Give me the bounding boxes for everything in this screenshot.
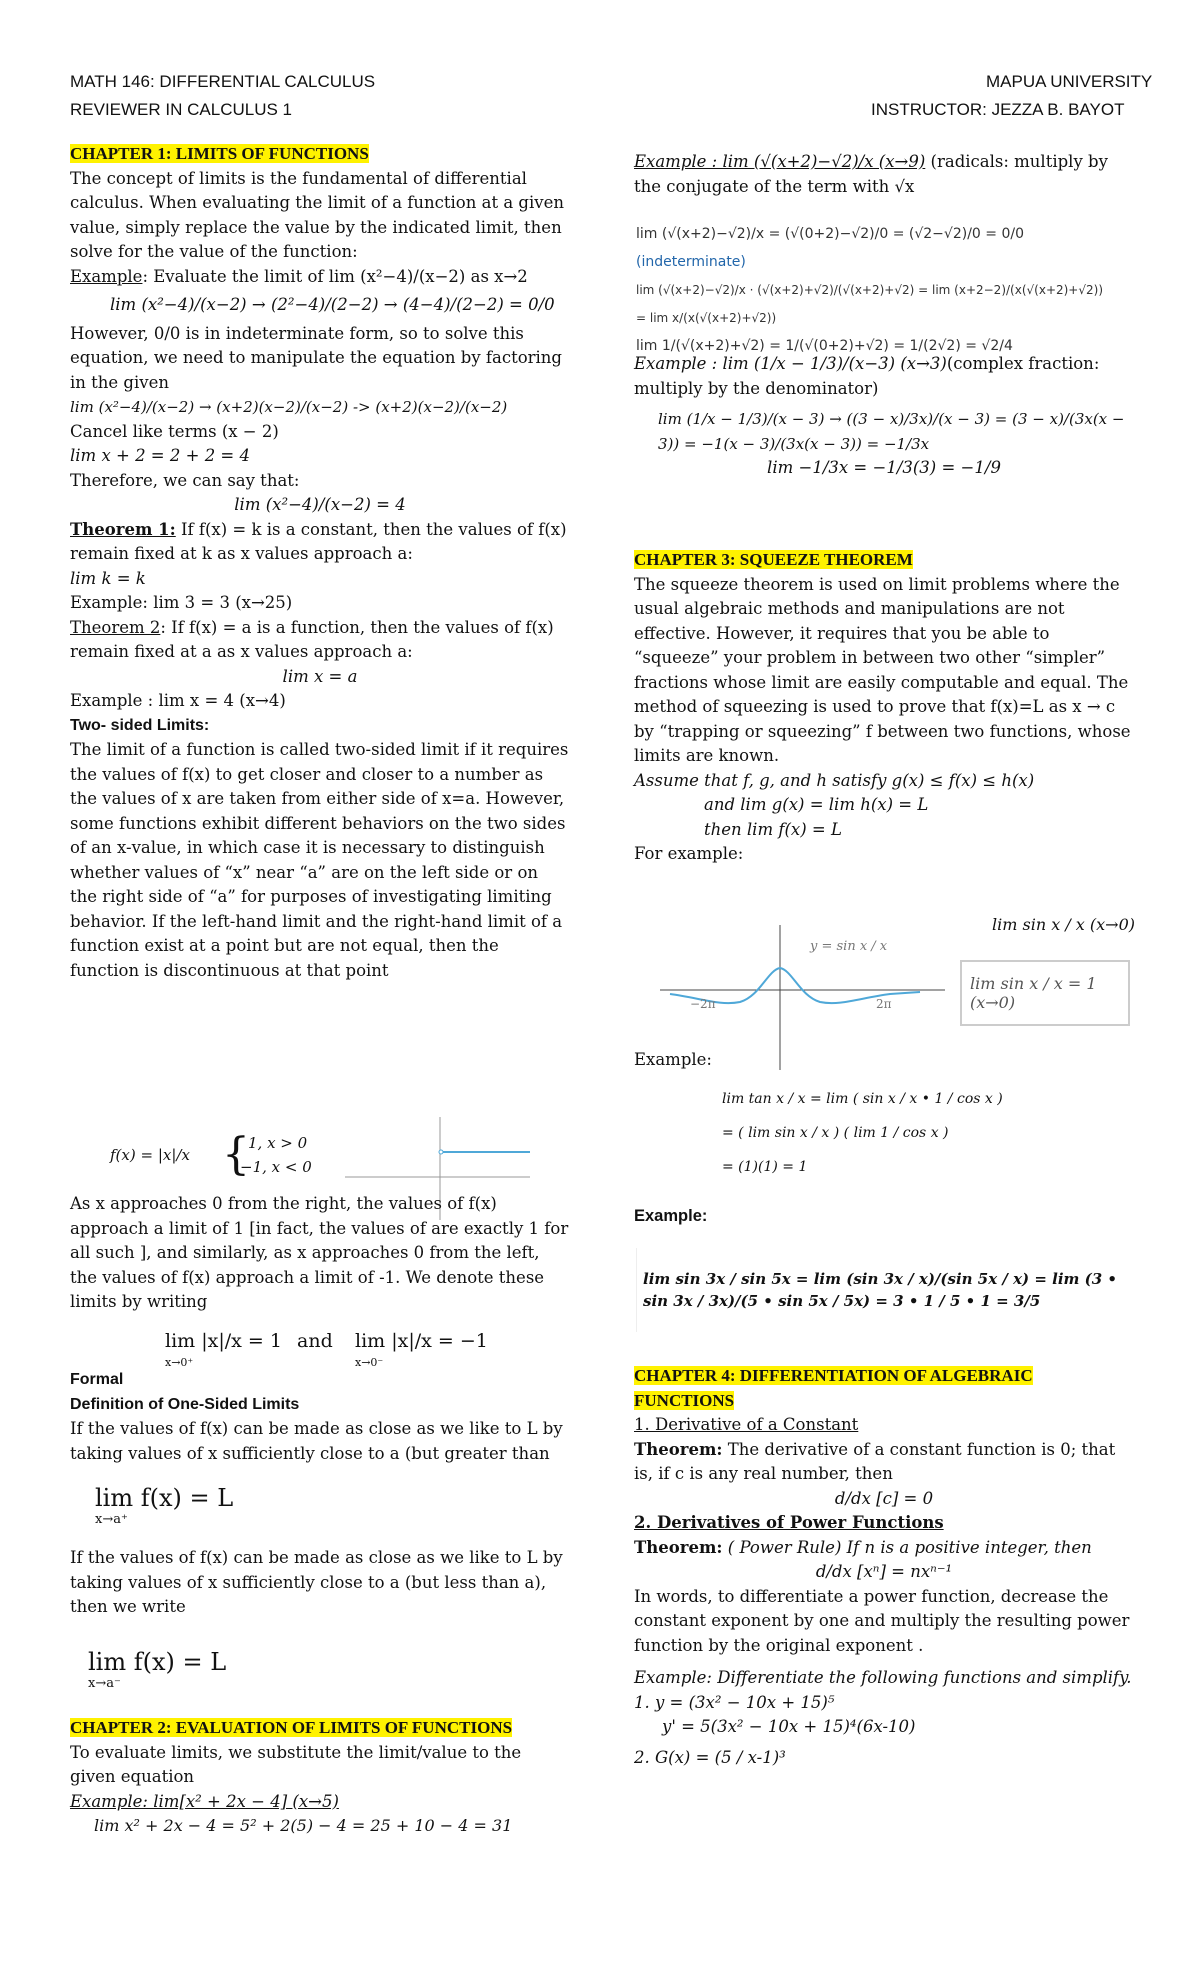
- chapter-2-example: Example: lim[x² + 2x − 4] (x→5): [70, 1791, 339, 1811]
- indeterminate-tag: (indeterminate): [636, 254, 746, 270]
- tan-step-1: lim tan x / x = lim ( sin x / x • 1 / cos x ): [722, 1091, 1003, 1107]
- derivative-constant-theorem-label: Theorem:: [634, 1439, 723, 1459]
- theorem-2-label: Theorem 2: [70, 617, 161, 637]
- therefore-text: Therefore, we can say that:: [70, 470, 300, 490]
- piece-positive: 1, x > 0: [248, 1134, 308, 1152]
- sinx-limit: lim sin x / x (x→0): [992, 915, 1135, 934]
- piecewise-function: f(x) = |x|/x: [110, 1146, 190, 1164]
- theorem-1-text: If f(x) = k is a constant, then the values of f(x) remain fixed at k as x values approach a:: [70, 519, 567, 563]
- tan-example: [722, 1082, 1003, 1184]
- radical-step-2: lim (√(x+2)−√2)/x · (√(x+2)+√2)/(√(x+2)+√2) = lim (x+2−2)/(x(√(x+2)+√2)) = lim x/(x(√(x+2)+√2)): [636, 283, 1104, 325]
- chapter-3-text: The squeeze theorem is used on limit problems where the usual algebraic methods and manipulations are not effective. However, it requires that you be able to “squeeze” your problem in between two other “simpler” fractions whose limit are easily computable and equal. The method of squeezing is used to prove that f(x)=L as x → c by “trapping or squeezing” f between two functions, whose limits are known.: [634, 574, 1131, 765]
- example-label: Example: [70, 266, 143, 286]
- complex-fraction-note: (complex fraction: multiply by the denominator): [634, 354, 1100, 398]
- example-2-right: [634, 1048, 934, 1073]
- therefore-result: lim (x²−4)/(x−2) = 4: [234, 495, 406, 514]
- two-sided-text: The limit of a function is called two-sided limit if it requires the values of f(x) to get closer and closer to a number as the values of x are taken from either side of x=a. However, some functions exhibit different behaviors on the two sides of an x-value, in which case it is necessary to distinguish whether values of “x” near “a” are on the left side or on the right side of “a” for purposes of investigating limiting behavior. If the left-hand limit and the right-hand limit of a function exist at a point but are not equal, then the function is discontinuous at that point: [70, 740, 569, 980]
- squeeze-assume: Assume that f, g, and h satisfy g(x) ≤ f(x) ≤ h(x): [634, 770, 1035, 790]
- left-sided-sub: x→a⁻: [88, 1676, 121, 1691]
- tick-pos-2pi: 2π: [876, 997, 892, 1011]
- for-example-label: For example:: [634, 844, 744, 863]
- theorem-1-equation: lim k = k: [70, 568, 146, 588]
- chapter-1-heading: CHAPTER 1: LIMITS OF FUNCTIONS: [70, 144, 369, 163]
- right-limit-equation: lim |x|/x = 1: [165, 1330, 282, 1352]
- chapter-1-intro: The concept of limits is the fundamental of differential calculus. When evaluating the limit of a function at a given value, simply replace the value by the indicated limit, then solve for the value of the function:: [70, 168, 564, 261]
- complex-fraction-block: [634, 352, 1134, 481]
- cancel-result: lim x + 2 = 2 + 2 = 4: [70, 446, 251, 465]
- left-column: [70, 142, 570, 983]
- instructor-name: INSTRUCTOR: JEZZA B. BAYOT: [871, 100, 1125, 119]
- problem-1-answer: y' = 5(3x² − 10x + 15)⁴(6x-10): [662, 1717, 916, 1736]
- right-sided-equation: lim f(x) = L: [95, 1484, 234, 1512]
- power-rule-theorem: ( Power Rule) If n is a positive integer, then: [727, 1537, 1092, 1557]
- two-sided-heading: Two- sided Limits:: [70, 716, 210, 734]
- radical-note: (radicals: multiply by the conjugate of the term with √x: [634, 152, 1108, 196]
- right-limit-sub: x→0⁺: [165, 1356, 194, 1369]
- formal-label: Formal: [70, 1371, 124, 1388]
- left-limit-equation: lim |x|/x = −1: [355, 1330, 488, 1352]
- power-rule-equation: d/dx [xⁿ] = nxⁿ⁻¹: [815, 1562, 953, 1581]
- power-rule-words: In words, to differentiate a power function, decrease the constant exponent by one and multiply the resulting power function by the original exponent .: [634, 1586, 1130, 1655]
- chapter-4-block: [634, 1364, 1134, 1770]
- chapter-4-heading: CHAPTER 4: DIFFERENTIATION OF ALGEBRAIC FUNCTIONS: [634, 1366, 1033, 1410]
- derivative-constant-title: 1. Derivative of a Constant: [634, 1415, 859, 1434]
- sin3x-example: lim sin 3x / sin 5x = lim (sin 3x / x)/(sin 5x / x) = lim (3 • sin 3x / 3x)/(5 • sin 5x / 5x) = 3 • 1 / 5 • 1 = 3/5: [636, 1248, 1129, 1332]
- piecewise-definition: [110, 1128, 340, 1188]
- left-column-lower: [70, 1192, 570, 1315]
- power-functions-title: 2. Derivatives of Power Functions: [634, 1513, 944, 1532]
- power-rule-theorem-label: Theorem:: [634, 1537, 723, 1557]
- derivative-constant-equation: d/dx [c] = 0: [834, 1488, 934, 1508]
- sinx-limit-box: lim sin x / x = 1 (x→0): [960, 960, 1130, 1026]
- definition-heading: Definition of One-Sided Limits: [70, 1395, 300, 1413]
- derivative-constant-theorem: The derivative of a constant function is 0; that is, if c is any real number, then: [634, 1439, 1116, 1483]
- chapter-3-heading: CHAPTER 3: SQUEEZE THEOREM: [634, 550, 913, 569]
- factoring-step: lim (x²−4)/(x−2) → (x+2)(x−2)/(x−2) -> (x+2)(x−2)/(x−2): [70, 398, 508, 416]
- complex-fraction-example: Example : lim (1/x − 1/3)/(x−3) (x→3): [634, 354, 947, 373]
- example-1-steps: lim (x²−4)/(x−2) → (2²−4)/(2−2) → (4−4)/(2−2) = 0/0: [110, 295, 555, 314]
- radical-step-3: lim 1/(√(x+2)+√2) = 1/(√(0+2)+√2) = 1/(2√2) = √2/4: [636, 338, 1013, 354]
- theorem-2-text: : If f(x) = a is a function, then the values of f(x) remain fixed at a as x values approach a:: [70, 617, 554, 661]
- piece-negative: −1, x < 0: [240, 1158, 312, 1176]
- theorem-1-label: Theorem 1:: [70, 519, 176, 539]
- example-2-text: Example: lim 3 = 3 (x→25): [70, 593, 293, 612]
- definition-block: [70, 1368, 570, 1466]
- left-sided-limit-display: [88, 1648, 226, 1691]
- right-sided-sub: x→a⁺: [95, 1512, 128, 1527]
- left-limit-sub: x→0⁻: [355, 1356, 384, 1369]
- right-column-top: [634, 150, 1134, 199]
- as-x-text: As x approaches 0 from the right, the values of f(x) approach a limit of 1 [in fact, the values of are exactly 1 for all such ], and similarly, as x approaches 0 from the left, the values of f(x) approach a limit of -1. We denote these limits by writing: [70, 1194, 569, 1311]
- right-sided-limit-display: [95, 1484, 233, 1527]
- squeeze-and: and lim g(x) = lim h(x) = L: [704, 795, 929, 814]
- indeterminate-text: However, 0/0 is in indeterminate form, so to solve this equation, we need to manipulate the equation by factoring in the given: [70, 323, 562, 392]
- and-text: and: [297, 1330, 333, 1352]
- differentiate-example: Example: Differentiate the following functions and simplify.: [634, 1668, 1132, 1687]
- example-3-text: Example : lim x = 4 (x→4): [70, 691, 286, 710]
- left-sided-equation: lim f(x) = L: [88, 1648, 227, 1676]
- problem-2: 2. G(x) = (5 / x-1)³: [634, 1747, 786, 1767]
- left-sided-text: If the values of f(x) can be made as close as we like to L by taking values of x sufficiently close to a (but less than a), then we write: [70, 1548, 563, 1616]
- brace-icon: {: [222, 1129, 250, 1180]
- right-sided-text: If the values of f(x) can be made as close as we like to L by taking values of x sufficiently close to a (but greater than: [70, 1419, 563, 1463]
- complex-fraction-step-1: lim (1/x − 1/3)/(x − 3) → ((3 − x)/3x)/(x − 3) = (3 − x)/(3x(x − 3)) = −1(x − 3)/(3x(x − 3)) = −1/3x: [658, 410, 1125, 453]
- university-name: MAPUA UNIVERSITY: [986, 72, 1153, 91]
- chapter-2-heading: CHAPTER 2: EVALUATION OF LIMITS OF FUNCTIONS: [70, 1718, 513, 1737]
- problem-1: 1. y = (3x² − 10x + 15)⁵: [634, 1692, 835, 1712]
- course-title: MATH 146: DIFFERENTIAL CALCULUS: [70, 72, 376, 91]
- example-3-right: [634, 1204, 934, 1229]
- tan-step-3: = (1)(1) = 1: [722, 1159, 808, 1175]
- example-2-label: Example:: [634, 1050, 712, 1069]
- complex-fraction-step-2: lim −1/3x = −1/3(3) = −1/9: [767, 458, 1001, 477]
- chapter-2-block: [70, 1716, 570, 1839]
- theorem-2-equation: lim x = a: [282, 666, 358, 686]
- chapter-2-text: To evaluate limits, we substitute the limit/value to the given equation: [70, 1742, 522, 1786]
- left-sided-block: [70, 1546, 570, 1620]
- squeeze-then: then lim f(x) = L: [704, 819, 842, 839]
- radical-steps: [636, 220, 1106, 360]
- example-1-text: : Evaluate the limit of lim (x²−4)/(x−2) as x→2: [142, 266, 528, 286]
- radical-step-1: lim (√(x+2)−√2)/x = (√(0+2)−√2)/0 = (√2−√2)/0 = 0/0 (indeterminate): [636, 226, 1024, 270]
- open-point: [439, 1150, 443, 1154]
- document-subtitle: REVIEWER IN CALCULUS 1: [70, 100, 292, 119]
- chapter-2-result: lim x² + 2x − 4 = 5² + 2(5) − 4 = 25 + 10 − 4 = 31: [94, 1816, 513, 1835]
- tan-step-2: = ( lim sin x / x ) ( lim 1 / cos x ): [722, 1125, 949, 1141]
- chapter-3-block: [634, 548, 1134, 867]
- sinc-label: y = sin x / x: [810, 939, 888, 954]
- example-3-label: Example:: [634, 1207, 708, 1225]
- radical-example: Example : lim (√(x+2)−√2)/x (x→9): [634, 152, 926, 171]
- tick-neg-2pi: −2π: [690, 997, 716, 1011]
- cancel-terms-text: Cancel like terms (x − 2): [70, 421, 279, 441]
